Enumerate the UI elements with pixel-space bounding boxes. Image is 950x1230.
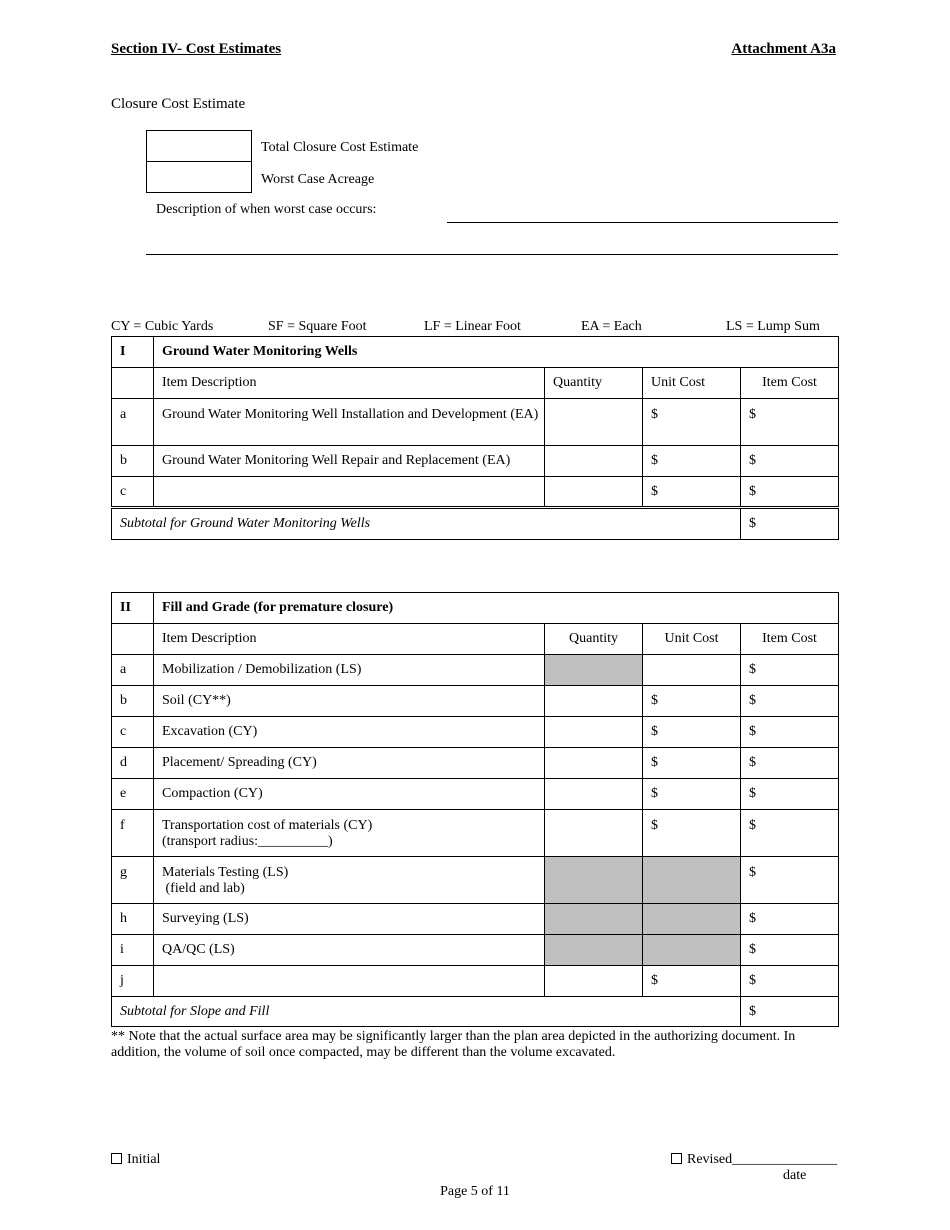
unit-cost-cell[interactable]: $	[643, 966, 741, 997]
unit-cost-cell[interactable]: $	[643, 748, 741, 779]
initial-option[interactable]	[111, 1152, 160, 1168]
table1-col-item: Item Description	[154, 368, 545, 399]
table1-col-item-cost: Item Cost	[741, 368, 839, 399]
row-letter: b	[112, 686, 154, 717]
initial-checkbox-icon[interactable]	[111, 1153, 122, 1164]
date-label: date	[783, 1168, 807, 1183]
abbr-lf: LF = Linear Foot	[424, 319, 521, 334]
abbr-sf: SF = Square Foot	[268, 319, 367, 334]
quantity-cell[interactable]	[545, 477, 643, 508]
abbr-ea: EA = Each	[581, 319, 642, 334]
row-letter: c	[112, 477, 154, 508]
row-letter: a	[112, 399, 154, 446]
row-description: Ground Water Monitoring Well Installation and Development (EA)	[154, 399, 545, 446]
quantity-cell[interactable]	[545, 966, 643, 997]
row-description: Soil (CY**)	[154, 686, 545, 717]
abbr-ls: LS = Lump Sum	[726, 319, 820, 334]
fill-and-grade-table	[111, 592, 839, 1027]
worst-case-acreage-field[interactable]	[146, 161, 252, 193]
item-cost-cell[interactable]: $	[741, 748, 839, 779]
row-letter: e	[112, 779, 154, 810]
table1-header-blank	[112, 368, 154, 399]
table-row	[112, 857, 839, 904]
table-row	[112, 779, 839, 810]
table-row	[112, 966, 839, 997]
table-row	[112, 399, 839, 446]
attachment-label: Attachment A3a	[731, 41, 836, 57]
table2-col-item-cost: Item Cost	[741, 624, 839, 655]
row-description[interactable]	[154, 966, 545, 997]
table1-number: I	[112, 337, 154, 368]
quantity-cell[interactable]	[545, 810, 643, 857]
table-row	[112, 477, 839, 508]
row-description: Ground Water Monitoring Well Repair and Replacement (EA)	[154, 446, 545, 477]
quantity-cell[interactable]	[545, 717, 643, 748]
row-description-line-2: (transport radius:__________)	[162, 834, 333, 849]
table-row	[112, 748, 839, 779]
quantity-cell[interactable]	[545, 779, 643, 810]
row-description: Surveying (LS)	[154, 904, 545, 935]
row-description[interactable]	[154, 477, 545, 508]
table2-subtotal-value[interactable]: $	[741, 997, 839, 1027]
table1-title: Ground Water Monitoring Wells	[154, 337, 839, 368]
item-cost-cell[interactable]: $	[741, 655, 839, 686]
table1-col-quantity: Quantity	[545, 368, 643, 399]
item-cost-cell[interactable]: $	[741, 686, 839, 717]
row-letter: f	[112, 810, 154, 857]
row-description	[154, 810, 545, 857]
unit-cost-cell[interactable]: $	[643, 477, 741, 508]
section-title: Section IV- Cost Estimates	[111, 41, 282, 57]
row-letter: b	[112, 446, 154, 477]
row-description: Mobilization / Demobilization (LS)	[154, 655, 545, 686]
item-cost-cell[interactable]: $	[741, 935, 839, 966]
unit-cost-cell-shaded	[643, 857, 741, 904]
worst-case-description-label: Description of when worst case occurs:	[156, 202, 377, 217]
row-letter: g	[112, 857, 154, 904]
worst-case-acreage-label: Worst Case Acreage	[261, 172, 375, 187]
unit-cost-cell[interactable]: $	[643, 810, 741, 857]
table1-subtotal-value[interactable]: $	[741, 508, 839, 540]
item-cost-cell[interactable]: $	[741, 399, 839, 446]
table1-subtotal-label: Subtotal for Ground Water Monitoring Wells	[112, 508, 741, 540]
table2-title: Fill and Grade (for premature closure)	[154, 593, 839, 624]
item-cost-cell[interactable]: $	[741, 857, 839, 904]
row-description-line-1: Materials Testing (LS)	[162, 865, 289, 880]
unit-cost-cell[interactable]: $	[643, 446, 741, 477]
quantity-cell-shaded	[545, 655, 643, 686]
item-cost-cell[interactable]: $	[741, 904, 839, 935]
row-description	[154, 857, 545, 904]
item-cost-cell[interactable]: $	[741, 779, 839, 810]
row-letter: i	[112, 935, 154, 966]
description-line-1[interactable]	[447, 222, 838, 223]
quantity-cell-shaded	[545, 904, 643, 935]
row-letter: d	[112, 748, 154, 779]
row-letter: h	[112, 904, 154, 935]
table2-number: II	[112, 593, 154, 624]
table-row	[112, 904, 839, 935]
revised-option[interactable]	[671, 1152, 837, 1168]
description-line-2[interactable]	[146, 254, 838, 255]
unit-cost-cell[interactable]: $	[643, 686, 741, 717]
revised-checkbox-icon[interactable]	[671, 1153, 682, 1164]
table-row	[112, 446, 839, 477]
row-letter: c	[112, 717, 154, 748]
table-row	[112, 810, 839, 857]
row-description-line-1: Transportation cost of materials (CY)	[162, 818, 373, 833]
row-letter: j	[112, 966, 154, 997]
table2-col-quantity: Quantity	[545, 624, 643, 655]
row-description: QA/QC (LS)	[154, 935, 545, 966]
ground-water-wells-table	[111, 336, 839, 540]
closure-title: Closure Cost Estimate	[111, 96, 246, 112]
revised-label: Revised_______________	[687, 1152, 838, 1167]
row-description: Compaction (CY)	[154, 779, 545, 810]
unit-cost-cell[interactable]: $	[643, 779, 741, 810]
unit-cost-cell-shaded	[643, 935, 741, 966]
quantity-cell[interactable]	[545, 748, 643, 779]
quantity-cell-shaded	[545, 935, 643, 966]
footnote: ** Note that the actual surface area may be significantly larger than the plan area depicted in the authorizing document. In addition, the volume of soil once compacted, may be different than the volume excavated.	[111, 1029, 796, 1060]
page-number: Page 5 of 11	[440, 1184, 510, 1199]
unit-cost-cell[interactable]: $	[643, 717, 741, 748]
table-row	[112, 686, 839, 717]
row-description: Placement/ Spreading (CY)	[154, 748, 545, 779]
unit-cost-cell-shaded	[643, 904, 741, 935]
quantity-cell[interactable]	[545, 446, 643, 477]
quantity-cell-shaded	[545, 857, 643, 904]
initial-label: Initial	[127, 1152, 161, 1167]
quantity-cell[interactable]	[545, 686, 643, 717]
item-cost-cell[interactable]: $	[741, 966, 839, 997]
table2-col-item: Item Description	[154, 624, 545, 655]
total-closure-cost-label: Total Closure Cost Estimate	[261, 140, 419, 155]
table-row	[112, 655, 839, 686]
table2-subtotal-label: Subtotal for Slope and Fill	[112, 997, 741, 1027]
quantity-cell[interactable]	[545, 399, 643, 446]
unit-cost-cell[interactable]	[643, 655, 741, 686]
table2-col-unit-cost: Unit Cost	[643, 624, 741, 655]
table-row	[112, 717, 839, 748]
item-cost-cell[interactable]: $	[741, 477, 839, 508]
table2-header-blank	[112, 624, 154, 655]
abbr-cy: CY = Cubic Yards	[111, 319, 214, 334]
table1-col-unit-cost: Unit Cost	[643, 368, 741, 399]
table-row	[112, 935, 839, 966]
total-closure-cost-field[interactable]	[146, 130, 252, 162]
item-cost-cell[interactable]: $	[741, 446, 839, 477]
row-description-line-2: (field and lab)	[162, 881, 245, 896]
item-cost-cell[interactable]: $	[741, 717, 839, 748]
row-description: Excavation (CY)	[154, 717, 545, 748]
item-cost-cell[interactable]: $	[741, 810, 839, 857]
row-letter: a	[112, 655, 154, 686]
unit-cost-cell[interactable]: $	[643, 399, 741, 446]
